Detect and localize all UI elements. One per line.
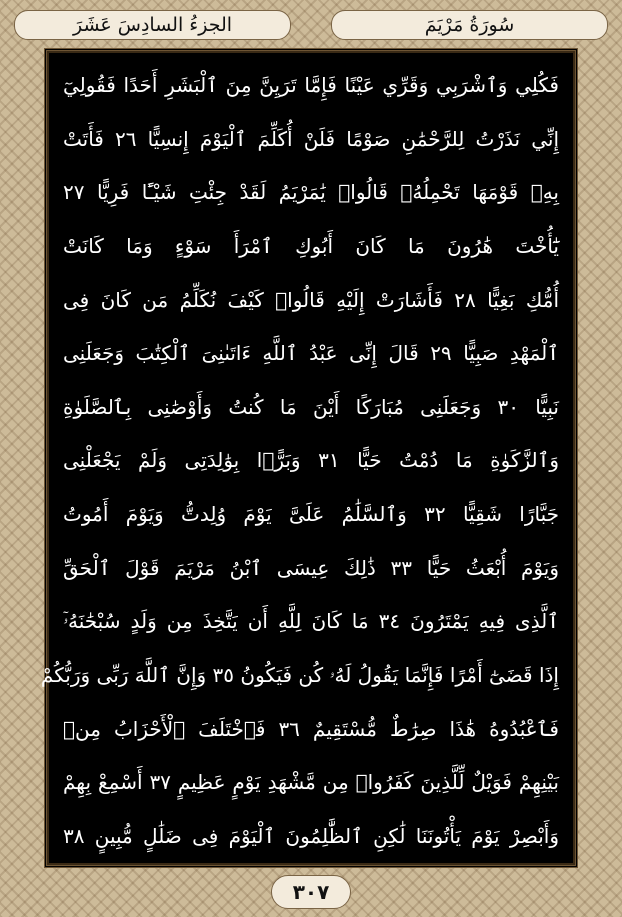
text-frame (40, 48, 578, 868)
juz-label: الجزءُ السادِسَ عَشَرَ (14, 10, 291, 40)
text-line: بِهِۦ قَوْمَهَا تَحْمِلُهُۥ قَالُوا۟ يَٰمَرْيَمُ لَقَدْ جِئْتِ شَيْـًٔا فَرِيًّا ٢٧ (63, 180, 559, 205)
page-footer (0, 872, 622, 912)
text-line: فَكُلِي وَٱشْرَبِي وَقَرِّي عَيْنًا فَإِمَّا تَرَيِنَّ مِنَ ٱلْبَشَرِ أَحَدًا فَقُولِيٓ (63, 73, 559, 97)
text-line: إِنِّي نَذَرْتُ لِلرَّحْمَٰنِ صَوْمًا فَلَنْ أُكَلِّمَ ٱلْيَوْمَ إِنسِيًّا ٢٦ فَأَتَتْ (63, 126, 560, 151)
text-line: يَٰٓأُخْتَ هَٰرُونَ مَا كَانَ أَبُوكِ ٱمْرَأَ سَوْءٍ وَمَا كَانَتْ (63, 233, 559, 258)
text-line: أُمُّكِ بَغِيًّا ٢٨ فَأَشَارَتْ إِلَيْهِ قَالُوا۟ كَيْفَ نُكَلِّمُ مَن كَانَ فِى (63, 287, 559, 312)
text-line: فَٱعْبُدُوهُ هَٰذَا صِرَٰطٌ مُّسْتَقِيمٌ ٣٦ فَٱخْتَلَفَ ٱلْأَحْزَابُ مِنۢ (63, 716, 559, 741)
quran-text (40, 67, 560, 855)
surah-label: سُورَةُ مَرْيَمَ (331, 10, 608, 40)
page-number: ٣٠٧ (271, 875, 351, 909)
text-line: جَبَّارًا شَقِيًّا ٣٢ وَٱلسَّلَٰمُ عَلَىَّ يَوْمَ وُلِدتُّ وَيَوْمَ أَمُوتُ (63, 502, 559, 527)
text-line: وَٱلزَّكَوٰةِ مَا دُمْتُ حَيًّا ٣١ وَبَرًّۢا بِوَٰلِدَتِى وَلَمْ يَجْعَلْنِى (63, 448, 559, 473)
page-header (14, 4, 608, 46)
text-line: بَيْنِهِمْ فَوَيْلٌ لِّلَّذِينَ كَفَرُوا۟ مِن مَّشْهَدِ يَوْمٍ عَظِيمٍ ٣٧ أَسْمِعْ بِهِمْ (63, 770, 559, 795)
text-line: نَبِيًّا ٣٠ وَجَعَلَنِى مُبَارَكًا أَيْنَ مَا كُنتُ وَأَوْصَٰنِى بِٱلصَّلَوٰةِ (63, 394, 559, 419)
text-line: ٱلَّذِى فِيهِ يَمْتَرُونَ ٣٤ مَا كَانَ لِلَّهِ أَن يَتَّخِذَ مِن وَلَدٍ سُبْحَٰنَهُۥٓ (63, 609, 559, 634)
text-line: ٱلْمَهْدِ صَبِيًّا ٢٩ قَالَ إِنِّى عَبْدُ ٱللَّهِ ءَاتَىٰنِىَ ٱلْكِتَٰبَ وَجَعَلَنِى (63, 341, 559, 366)
text-line: وَأَبْصِرْ يَوْمَ يَأْتُونَنَا لَٰكِنِ ٱلظَّٰلِمُونَ ٱلْيَوْمَ فِى ضَلَٰلٍ مُّبِينٍ ٣٨ (63, 823, 559, 848)
text-line: إِذَا قَضَىٰٓ أَمْرًا فَإِنَّمَا يَقُولُ لَهُۥ كُن فَيَكُونُ ٣٥ وَإِنَّ ٱللَّهَ رَبِّى وَرَبُّكُمْ (40, 663, 559, 688)
text-line: وَيَوْمَ أُبْعَثُ حَيًّا ٣٣ ذَٰلِكَ عِيسَى ٱبْنُ مَرْيَمَ قَوْلَ ٱلْحَقِّ (63, 555, 559, 580)
